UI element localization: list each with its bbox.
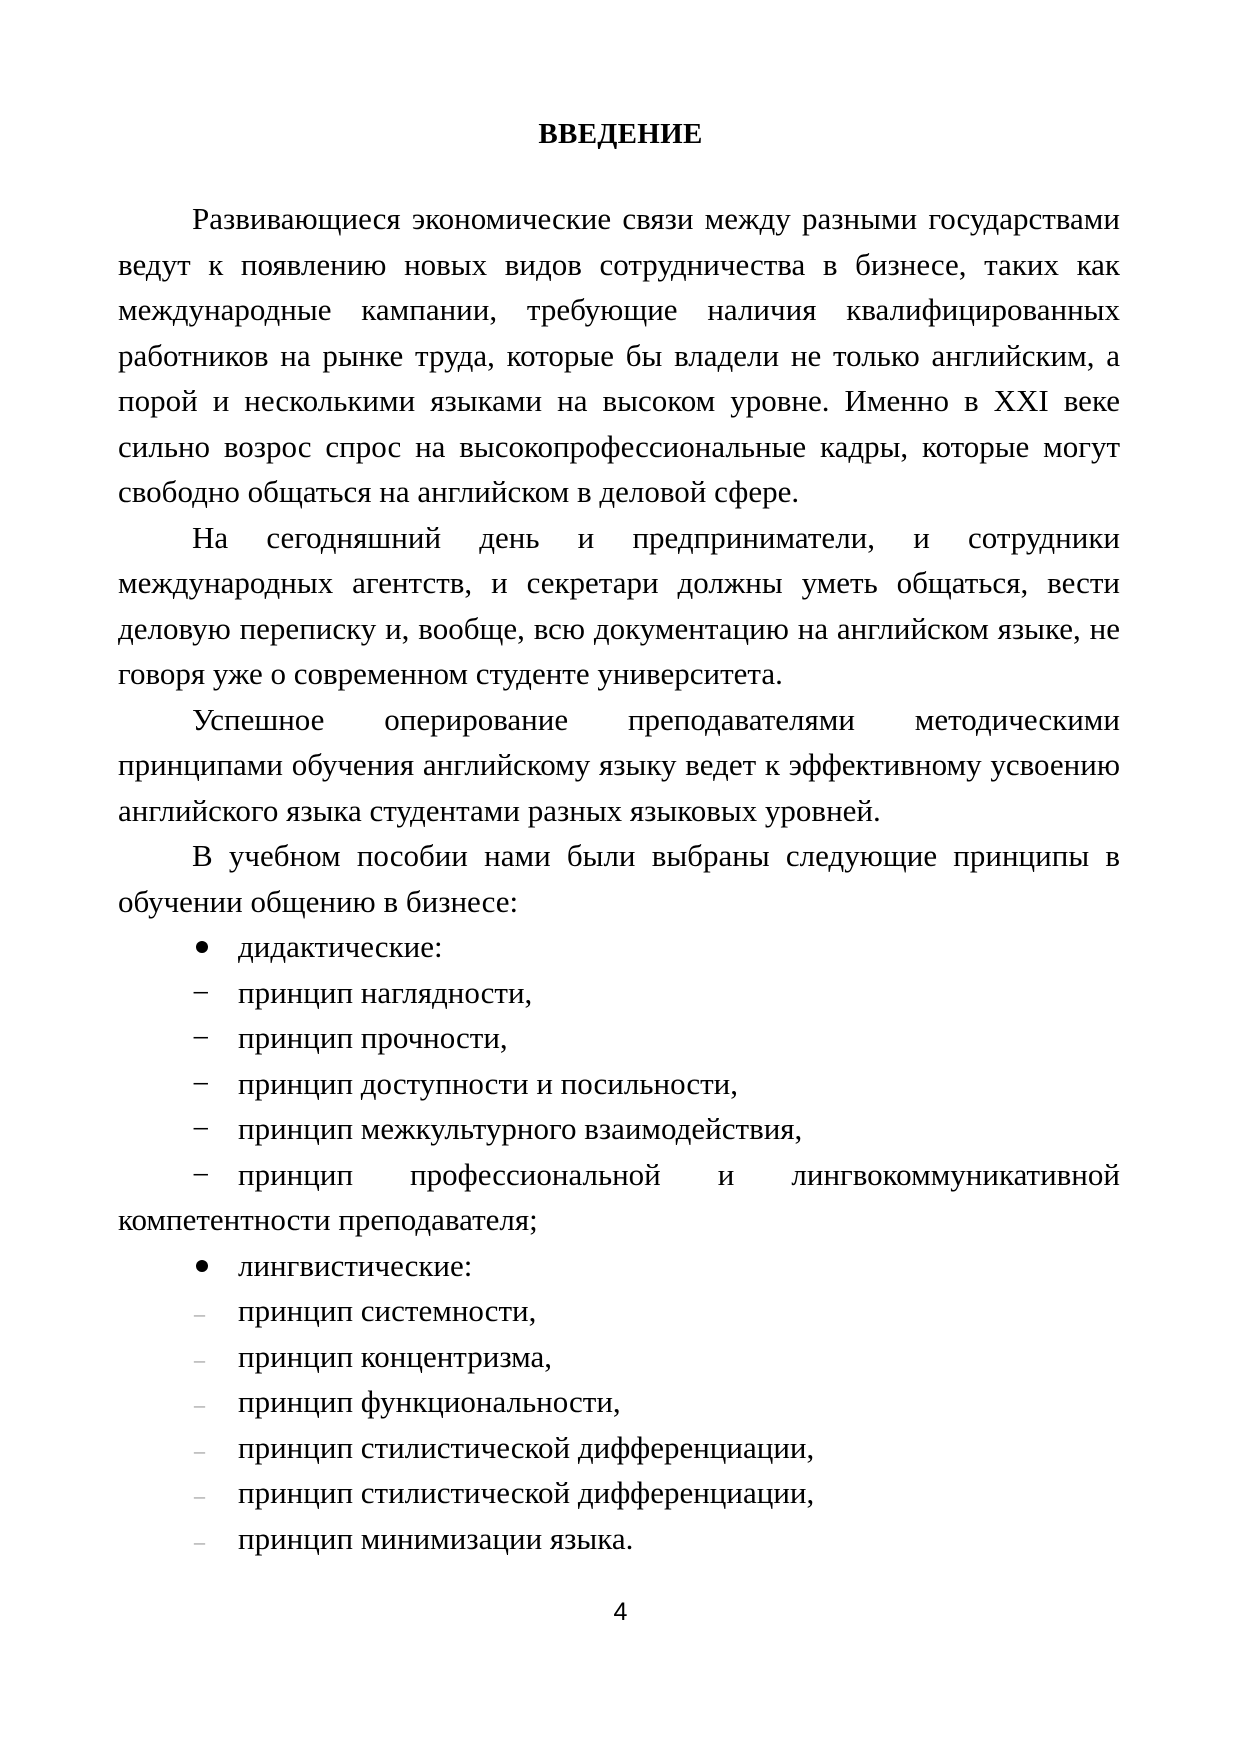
dash-marker: – [194,1437,205,1463]
list-item [118,1379,1120,1425]
list-header-label: лингвистические: [238,1247,473,1283]
list-item [118,1152,1120,1243]
list-item-label: принцип минимизации языка. [238,1520,634,1556]
dash-marker: − [192,1156,210,1192]
page-title: ВВЕДЕНИЕ [538,118,703,150]
page-number: 4 [613,1598,628,1626]
list-item-label: принцип прочности, [238,1020,508,1055]
list-item-label: принцип доступности и посильности, [238,1065,738,1101]
paragraph-2: На сегодняшний день и предприниматели, и сотрудники международных агентств, и секретари должны уметь общаться, вести деловую переписку и, вообще, всю документацию на английском языке, не говоря уже о современном студенте университета. [118,519,1120,691]
list-header-label: дидактические: [238,929,443,964]
dash-marker: – [194,1392,205,1417]
dash-marker: – [194,1301,205,1326]
list-item [118,1334,1120,1380]
list-header-linguistic [118,1243,1120,1289]
paragraph-1: Развивающиеся экономические связи между разными государствами ведут к появлению новых видов сотрудничества в бизнесе, таких как международные кампании, требующие наличия квалифицированных работников на рынке труда, которые бы владели не только английским, а порой и несколькими языками на высоком уровне. Именно в XXI веке сильно возрос спрос на высокопрофессиональные кадры, которые могут свободно общаться на английском в деловой сфере. [118,201,1120,509]
list-item-label: принцип профессиональной и лингвокоммуникативной компетентности преподавателя; [118,1156,1120,1237]
dash-marker: − [192,1065,210,1101]
list-item-label: принцип наглядности, [238,974,533,1010]
list-item [118,1470,1120,1516]
list-item [118,1516,1120,1562]
list-item [118,970,1120,1016]
list-item-label: принцип стилистической дифференциации, [238,1475,815,1510]
list-item [118,1106,1120,1152]
dash-marker: − [192,974,210,1010]
list-header-didactic [118,924,1120,970]
paragraph-3: Успешное оперирование преподавателями методическими принципами обучения английскому языку ведет к эффективному усвоению английского языка студентами разных языковых уровней. [118,701,1120,828]
dash-marker: – [194,1483,205,1508]
paragraph-4: В учебном пособии нами были выбраны следующие принципы в обучении общению в бизнесе: [118,838,1120,919]
list-item [118,1061,1120,1107]
dash-marker: – [194,1346,205,1372]
document-body [118,196,1120,1561]
list-item-label: принцип межкультурного взаимодействия, [238,1111,803,1146]
list-item-label: принцип стилистической дифференциации, [238,1429,815,1465]
list-item [118,1015,1120,1061]
list-item-label: принцип системности, [238,1293,537,1328]
list-item [118,1288,1120,1334]
dash-marker: − [192,1111,210,1146]
bullet-icon [192,924,222,970]
list-item [118,1425,1120,1471]
bullet-icon [192,1243,222,1289]
dash-marker: − [192,1020,210,1055]
list-item-label: принцип концентризма, [238,1338,553,1374]
dash-marker: – [194,1528,205,1554]
list-item-label: принцип функциональности, [238,1384,621,1419]
